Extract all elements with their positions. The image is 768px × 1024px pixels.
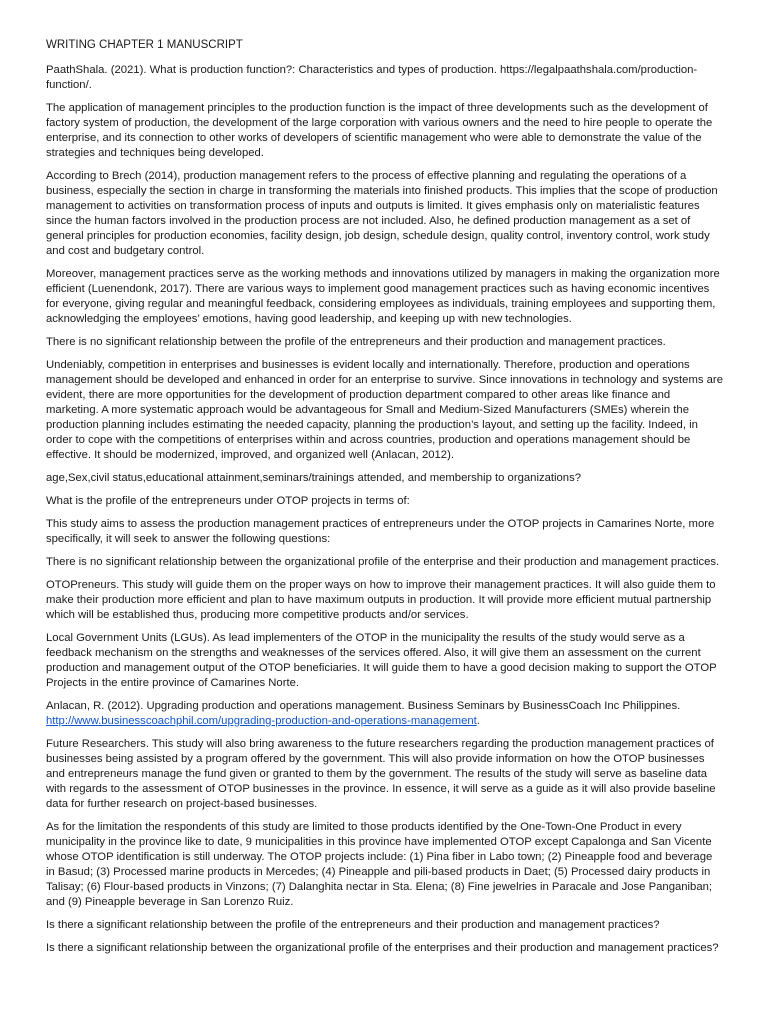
paragraph-hypothesis-profile: There is no significant relationship between the profile of the entrepreneurs and their production and management practices.: [46, 336, 666, 348]
paragraph-question-profile: What is the profile of the entrepreneurs under OTOP projects in terms of:: [46, 495, 410, 507]
paragraph-lgus: Local Government Units (LGUs). As lead implementers of the OTOP in the municipality the results of the study would serve as a feedback mechanism on the strengths and weaknesses of the services offered. Also, it will give them an assessment on the current production and management output of the OTOP beneficiaries. It will guide them to have a good decision making to support the OTOP Projects in the entire province of Camarines Norte.: [46, 632, 717, 689]
paragraph-management-practices: Moreover, management practices serve as the working methods and innovations utilized by managers in making the organization more efficient (Luenendonk, 2017). There are various ways to implement good management practices such as having economic incentives for everyone, giving regular and meaningful feedback, considering employees as individuals, training employees and supporting them, acknowledging the employees’ emotions, having good leadership, and keeping up with new technologies.: [46, 268, 720, 325]
paragraph-citation-paathshala: PaathShala. (2021). What is production function?: Characteristics and types of production. https://legalpaathshala.com/production-function/.: [46, 64, 698, 91]
paragraph-brech: According to Brech (2014), production management refers to the process of effective planning and regulating the operations of a business, especially the section in charge in transforming the materials into finished products. This implies that the scope of production management to activities on transformation process of inputs and outputs is limited. It gives emphasis only on materialistic features since the human factors involved in the production process are not included. Also, he defined production management as a set of general principles for production economies, facility design, job design, schedule design, quality control, inventory control, work study and cost and budgetary control.: [46, 170, 718, 257]
paragraph-question-organizational-relationship: Is there a significant relationship between the organizational profile of the enterprises and their production and management practices?: [46, 942, 719, 954]
paragraph-otopreneurs: OTOPreneurs. This study will guide them on the proper ways on how to improve their management practices. It will also guide them to make their production more efficient and plan to have maximum outputs in production. It will provide more efficient mutual partnership which will be established thus, producing more competitive products and/or services.: [46, 579, 716, 621]
document-title: WRITING CHAPTER 1 MANUSCRIPT: [46, 39, 243, 51]
paragraph-competition: Undeniably, competition in enterprises and businesses is evident locally and internationally. Therefore, production and operations management should be developed and enhanced in order for an enterprise to survive. Since innovations in technology and systems are evident, there are more opportunities for the development of production department compared to other areas like finance and marketing. A more systematic approach would be advantageous for Small and Medium-Sized Manufacturers (SMEs) wherein the production planning includes estimating the needed capacity, planning the production’s layout, and setting up the facility. Indeed, in order to cope with the competitions of enterprises within and across countries, production and operations management should be effective. It should be modernized, improved, and organized well (Anlacan, 2012).: [46, 359, 723, 461]
paragraph-study-aims: This study aims to assess the production management practices of entrepreneurs under the OTOP projects in Camarines Norte, more specifically, it will seek to answer the following questions:: [46, 518, 715, 545]
reference-text: Anlacan, R. (2012). Upgrading production and operations management. Business Seminars by BusinessCoach Inc Philippines.: [46, 700, 681, 712]
paragraph-profile-variables: age,Sex,civil status,educational attainment,seminars/trainings attended, and membership to organizations?: [46, 472, 582, 484]
paragraph-management-principles: The application of management principles to the production function is the impact of three developments such as the development of factory system of production, the development of the large corporation with various owners and the need to hire people to operate the enterprise, and its connection to other works of developers of scientific management who were able to demonstrate the value of the strategies and techniques being developed.: [46, 102, 713, 159]
paragraph-hypothesis-organizational: There is no significant relationship between the organizational profile of the enterprise and their production and management practices.: [46, 556, 720, 568]
paragraph-future-researchers: Future Researchers. This study will also bring awareness to the future researchers regarding the production management practices of businesses being assisted by a program offered by the government. This will also provide information on how the OTOP businesses and entrepreneurs manage the fund given or granted to them by the government. The results of the study will serve as baseline data with regards to the assessment of OTOP businesses in the province. In essence, it will serve as a guide as it will also provide baseline data for further research on project-based businesses.: [46, 738, 716, 810]
paragraph-question-profile-relationship: Is there a significant relationship between the profile of the entrepreneurs and their production and management practices?: [46, 919, 660, 931]
paragraph-reference-anlacan: [46, 699, 724, 729]
paragraph-limitations: As for the limitation the respondents of this study are limited to those products identified by the One-Town-One Product in every municipality in the province like to date, 9 municipalities in this province have implemented OTOP except Capalonga and San Vicente whose OTOP identification is still underway. The OTOP projects include: (1) Pina fiber in Labo town; (2) Pineapple food and beverage in Basud; (3) Processed marine products in Mercedes; (4) Pineapple and pili-based products in Daet; (5) Processed dairy products in Talisay; (6) Flour-based products in Vinzons; (7) Dalanghita nectar in Sta. Elena; (8) Fine jewelries in Paracale and Jose Panganiban; and (9) Pineapple beverage in San Lorenzo Ruiz.: [46, 821, 713, 908]
reference-link[interactable]: http://www.businesscoachphil.com/upgrading-production-and-operations-management: [46, 715, 477, 727]
reference-suffix: .: [476, 715, 480, 727]
